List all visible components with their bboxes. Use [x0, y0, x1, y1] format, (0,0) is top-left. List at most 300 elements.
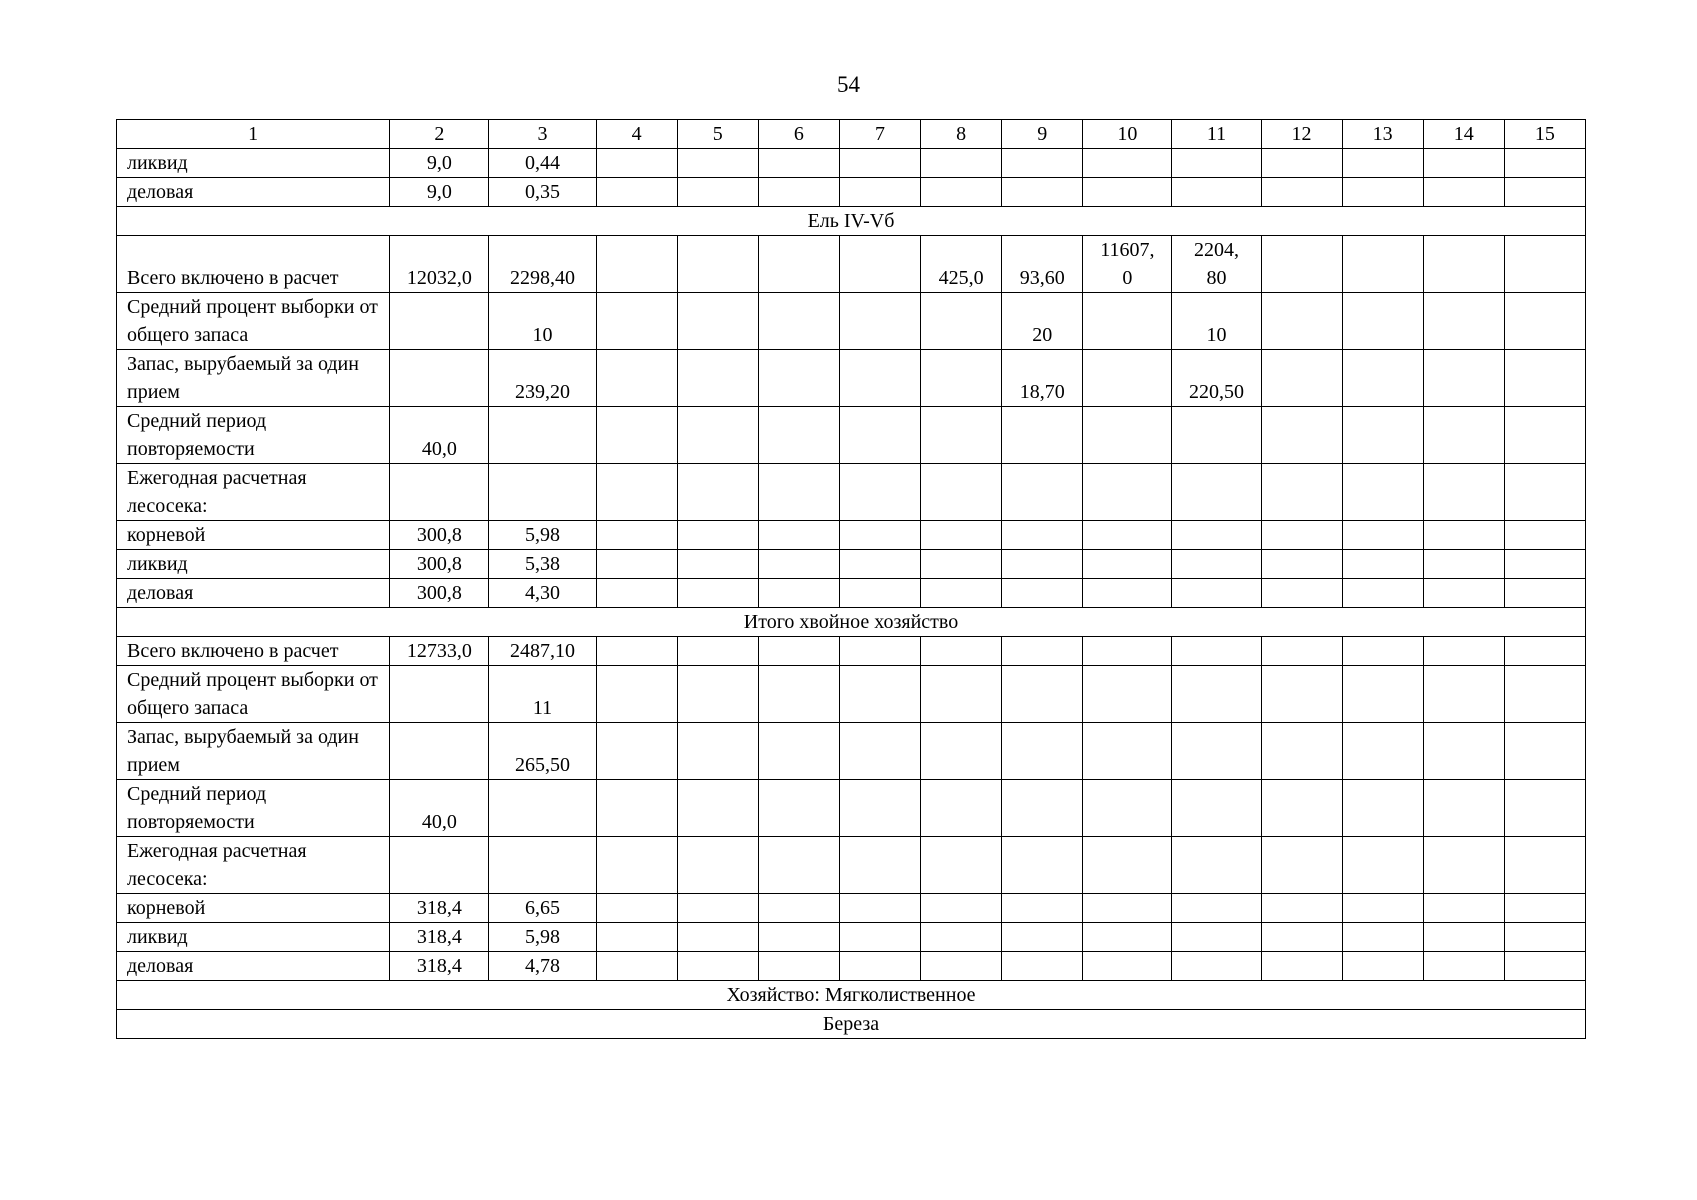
value-cell	[1342, 579, 1423, 608]
value-cell	[489, 837, 596, 894]
value-cell	[1423, 723, 1504, 780]
value-cell	[596, 236, 677, 293]
value-cell: 11	[489, 666, 596, 723]
value-cell: 10	[1172, 293, 1261, 350]
value-cell	[596, 407, 677, 464]
value-cell	[677, 837, 758, 894]
column-number-cell: 7	[839, 120, 920, 149]
value-cell	[596, 550, 677, 579]
value-cell: 5,98	[489, 923, 596, 952]
value-cell	[677, 407, 758, 464]
value-cell	[1002, 178, 1083, 207]
value-cell	[596, 579, 677, 608]
value-cell	[1504, 579, 1585, 608]
row-label-cell: Всего включено в расчет	[117, 637, 390, 666]
value-cell	[1172, 952, 1261, 981]
column-number-cell: 14	[1423, 120, 1504, 149]
value-cell	[390, 723, 489, 780]
value-cell	[1342, 407, 1423, 464]
value-cell	[1423, 350, 1504, 407]
value-cell	[1083, 350, 1172, 407]
value-cell: 40,0	[390, 407, 489, 464]
value-cell	[677, 550, 758, 579]
value-cell	[1083, 894, 1172, 923]
value-cell	[1342, 952, 1423, 981]
value-cell	[1083, 407, 1172, 464]
value-cell	[677, 521, 758, 550]
row-label-cell: Ежегодная расчетная лесосека:	[117, 837, 390, 894]
value-cell	[758, 952, 839, 981]
row-label-cell: Средний период повторяемости	[117, 407, 390, 464]
value-cell	[758, 350, 839, 407]
value-cell	[677, 923, 758, 952]
value-cell	[1172, 780, 1261, 837]
value-cell	[839, 780, 920, 837]
value-cell	[1423, 236, 1504, 293]
column-number-cell: 9	[1002, 120, 1083, 149]
value-cell	[1342, 723, 1423, 780]
row-label-cell: деловая	[117, 952, 390, 981]
value-cell	[677, 149, 758, 178]
value-cell	[1342, 923, 1423, 952]
value-cell	[1342, 236, 1423, 293]
value-cell	[1172, 178, 1261, 207]
column-number-cell: 10	[1083, 120, 1172, 149]
value-cell	[839, 723, 920, 780]
value-cell: 300,8	[390, 550, 489, 579]
value-cell	[596, 723, 677, 780]
value-cell	[489, 464, 596, 521]
value-cell	[677, 579, 758, 608]
value-cell	[677, 350, 758, 407]
value-cell: 93,60	[1002, 236, 1083, 293]
row-label-cell: ликвид	[117, 550, 390, 579]
value-cell	[758, 521, 839, 550]
value-cell	[1083, 780, 1172, 837]
value-cell	[596, 923, 677, 952]
row-label-cell: деловая	[117, 178, 390, 207]
value-cell	[1172, 723, 1261, 780]
section-heading-row	[117, 608, 1586, 637]
value-cell: 300,8	[390, 521, 489, 550]
column-number-cell: 4	[596, 120, 677, 149]
table-row	[117, 178, 1586, 207]
value-cell	[1002, 923, 1083, 952]
value-cell	[1342, 550, 1423, 579]
value-cell	[921, 666, 1002, 723]
value-cell	[921, 637, 1002, 666]
value-cell	[921, 464, 1002, 521]
table-row	[117, 780, 1586, 837]
row-label-cell: ликвид	[117, 149, 390, 178]
value-cell	[1504, 723, 1585, 780]
value-cell	[677, 666, 758, 723]
value-cell	[1342, 894, 1423, 923]
value-cell	[758, 550, 839, 579]
table-row	[117, 350, 1586, 407]
value-cell	[390, 464, 489, 521]
value-cell	[921, 579, 1002, 608]
value-cell	[921, 407, 1002, 464]
value-cell: 4,30	[489, 579, 596, 608]
value-cell	[1261, 780, 1342, 837]
value-cell	[1083, 952, 1172, 981]
value-cell	[921, 923, 1002, 952]
value-cell: 9,0	[390, 149, 489, 178]
value-cell	[596, 464, 677, 521]
value-cell	[1083, 723, 1172, 780]
value-cell: 300,8	[390, 579, 489, 608]
row-label-cell: Средний процент выборки от общего запаса	[117, 666, 390, 723]
column-number-cell: 2	[390, 120, 489, 149]
value-cell	[1423, 952, 1504, 981]
value-cell	[839, 923, 920, 952]
value-cell	[1342, 293, 1423, 350]
value-cell	[1504, 923, 1585, 952]
value-cell	[677, 293, 758, 350]
value-cell	[1002, 637, 1083, 666]
value-cell	[1504, 666, 1585, 723]
value-cell	[758, 178, 839, 207]
value-cell	[390, 293, 489, 350]
value-cell	[596, 837, 677, 894]
value-cell: 6,65	[489, 894, 596, 923]
section-heading: Ель IV-Vб	[117, 207, 1586, 236]
value-cell	[1083, 178, 1172, 207]
row-label-cell: корневой	[117, 894, 390, 923]
value-cell	[758, 149, 839, 178]
column-number-cell: 13	[1342, 120, 1423, 149]
table-row	[117, 837, 1586, 894]
value-cell	[596, 780, 677, 837]
value-cell	[1083, 923, 1172, 952]
value-cell	[1423, 579, 1504, 608]
column-number-cell: 8	[921, 120, 1002, 149]
value-cell	[1002, 780, 1083, 837]
value-cell	[1423, 837, 1504, 894]
value-cell	[839, 350, 920, 407]
value-cell	[1002, 149, 1083, 178]
value-cell	[677, 637, 758, 666]
value-cell	[1002, 723, 1083, 780]
value-cell	[390, 666, 489, 723]
value-cell	[1261, 407, 1342, 464]
value-cell	[1172, 923, 1261, 952]
value-cell	[1002, 894, 1083, 923]
section-heading-row	[117, 207, 1586, 236]
column-number-cell: 3	[489, 120, 596, 149]
column-number-row	[117, 120, 1586, 149]
value-cell	[1504, 178, 1585, 207]
value-cell: 220,50	[1172, 350, 1261, 407]
value-cell: 318,4	[390, 952, 489, 981]
value-cell	[1261, 723, 1342, 780]
value-cell	[758, 923, 839, 952]
value-cell	[758, 837, 839, 894]
value-cell	[1002, 464, 1083, 521]
row-label-cell: Средний процент выборки от общего запаса	[117, 293, 390, 350]
value-cell: 9,0	[390, 178, 489, 207]
value-cell	[1172, 149, 1261, 178]
table-row	[117, 407, 1586, 464]
value-cell	[839, 407, 920, 464]
value-cell	[1423, 178, 1504, 207]
value-cell	[1083, 149, 1172, 178]
value-cell	[1083, 666, 1172, 723]
value-cell	[1002, 407, 1083, 464]
value-cell	[1261, 178, 1342, 207]
value-cell: 265,50	[489, 723, 596, 780]
value-cell	[1261, 894, 1342, 923]
value-cell	[1504, 637, 1585, 666]
value-cell	[758, 293, 839, 350]
value-cell	[596, 894, 677, 923]
value-cell	[1172, 521, 1261, 550]
value-cell	[758, 894, 839, 923]
value-cell: 318,4	[390, 923, 489, 952]
value-cell	[1504, 149, 1585, 178]
value-cell: 5,98	[489, 521, 596, 550]
table-row	[117, 236, 1586, 293]
value-cell	[839, 550, 920, 579]
value-cell	[1083, 521, 1172, 550]
value-cell	[1423, 293, 1504, 350]
value-cell	[921, 178, 1002, 207]
table-body	[117, 120, 1586, 1039]
row-label-cell: ликвид	[117, 923, 390, 952]
value-cell	[1261, 350, 1342, 407]
value-cell	[677, 178, 758, 207]
value-cell: 2298,40	[489, 236, 596, 293]
value-cell	[839, 178, 920, 207]
value-cell: 425,0	[921, 236, 1002, 293]
value-cell	[1342, 637, 1423, 666]
value-cell	[839, 666, 920, 723]
table-row	[117, 723, 1586, 780]
value-cell	[921, 550, 1002, 579]
value-cell	[1261, 464, 1342, 521]
value-cell	[489, 780, 596, 837]
value-cell	[1261, 952, 1342, 981]
value-cell	[758, 464, 839, 521]
column-number-cell: 12	[1261, 120, 1342, 149]
value-cell	[1172, 894, 1261, 923]
value-cell	[1342, 149, 1423, 178]
value-cell	[758, 637, 839, 666]
value-cell	[758, 666, 839, 723]
table-row	[117, 579, 1586, 608]
section-heading-row	[117, 981, 1586, 1010]
value-cell	[1342, 666, 1423, 723]
row-label-cell: Средний период повторяемости	[117, 780, 390, 837]
value-cell	[1342, 837, 1423, 894]
value-cell: 2487,10	[489, 637, 596, 666]
value-cell	[1504, 780, 1585, 837]
value-cell	[921, 837, 1002, 894]
value-cell	[1002, 550, 1083, 579]
value-cell	[596, 178, 677, 207]
value-cell: 5,38	[489, 550, 596, 579]
column-number-cell: 11	[1172, 120, 1261, 149]
value-cell	[839, 236, 920, 293]
column-number-cell: 5	[677, 120, 758, 149]
table-row	[117, 894, 1586, 923]
value-cell	[1083, 579, 1172, 608]
value-cell	[1002, 837, 1083, 894]
value-cell	[1342, 521, 1423, 550]
table-row	[117, 923, 1586, 952]
value-cell	[758, 407, 839, 464]
value-cell	[1261, 579, 1342, 608]
value-cell	[1423, 521, 1504, 550]
value-cell	[1342, 350, 1423, 407]
value-cell: 2204, 80	[1172, 236, 1261, 293]
value-cell	[1504, 837, 1585, 894]
section-heading-row	[117, 1010, 1586, 1039]
value-cell	[677, 236, 758, 293]
value-cell	[489, 407, 596, 464]
table-row	[117, 550, 1586, 579]
value-cell	[1172, 464, 1261, 521]
value-cell	[1504, 952, 1585, 981]
column-number-cell: 15	[1504, 120, 1585, 149]
value-cell	[921, 894, 1002, 923]
value-cell	[390, 837, 489, 894]
value-cell	[1002, 666, 1083, 723]
value-cell	[1504, 407, 1585, 464]
value-cell	[839, 521, 920, 550]
value-cell	[596, 293, 677, 350]
column-number-cell: 1	[117, 120, 390, 149]
value-cell	[921, 723, 1002, 780]
value-cell	[839, 149, 920, 178]
value-cell	[1261, 521, 1342, 550]
value-cell	[1504, 293, 1585, 350]
value-cell	[1504, 550, 1585, 579]
row-label-cell: деловая	[117, 579, 390, 608]
table-row	[117, 149, 1586, 178]
value-cell	[839, 894, 920, 923]
value-cell	[1083, 293, 1172, 350]
value-cell	[1083, 837, 1172, 894]
value-cell	[1504, 236, 1585, 293]
value-cell	[1172, 837, 1261, 894]
value-cell	[1083, 637, 1172, 666]
value-cell	[677, 464, 758, 521]
forest-calculation-table	[116, 119, 1586, 1039]
value-cell	[839, 293, 920, 350]
section-heading: Береза	[117, 1010, 1586, 1039]
value-cell	[1172, 666, 1261, 723]
value-cell	[1423, 923, 1504, 952]
value-cell: 318,4	[390, 894, 489, 923]
value-cell	[921, 521, 1002, 550]
value-cell	[839, 837, 920, 894]
value-cell	[1342, 178, 1423, 207]
value-cell	[839, 637, 920, 666]
value-cell	[677, 952, 758, 981]
value-cell: 0,35	[489, 178, 596, 207]
value-cell: 239,20	[489, 350, 596, 407]
value-cell	[1261, 236, 1342, 293]
value-cell	[1423, 780, 1504, 837]
value-cell	[1172, 407, 1261, 464]
value-cell	[1423, 894, 1504, 923]
row-label-cell: Запас, вырубаемый за один прием	[117, 723, 390, 780]
table-row	[117, 637, 1586, 666]
value-cell	[839, 952, 920, 981]
value-cell	[596, 666, 677, 723]
column-number-cell: 6	[758, 120, 839, 149]
value-cell: 4,78	[489, 952, 596, 981]
value-cell: 11607, 0	[1083, 236, 1172, 293]
value-cell	[1504, 350, 1585, 407]
value-cell	[758, 780, 839, 837]
value-cell	[921, 293, 1002, 350]
value-cell	[390, 350, 489, 407]
value-cell	[921, 350, 1002, 407]
value-cell	[677, 894, 758, 923]
value-cell	[1261, 637, 1342, 666]
value-cell: 12032,0	[390, 236, 489, 293]
value-cell	[1423, 464, 1504, 521]
value-cell	[1261, 149, 1342, 178]
value-cell	[839, 579, 920, 608]
table-row	[117, 666, 1586, 723]
value-cell	[596, 350, 677, 407]
value-cell	[1002, 952, 1083, 981]
value-cell	[1504, 521, 1585, 550]
value-cell	[1342, 464, 1423, 521]
row-label-cell: Запас, вырубаемый за один прием	[117, 350, 390, 407]
value-cell	[1261, 837, 1342, 894]
value-cell	[596, 952, 677, 981]
value-cell	[758, 579, 839, 608]
value-cell	[1083, 550, 1172, 579]
value-cell	[758, 236, 839, 293]
value-cell	[1423, 637, 1504, 666]
value-cell	[596, 149, 677, 178]
table-row	[117, 952, 1586, 981]
value-cell	[758, 723, 839, 780]
section-heading: Хозяйство: Мягколиственное	[117, 981, 1586, 1010]
value-cell	[1423, 407, 1504, 464]
value-cell	[1423, 550, 1504, 579]
value-cell: 10	[489, 293, 596, 350]
value-cell	[921, 780, 1002, 837]
row-label-cell: корневой	[117, 521, 390, 550]
value-cell	[596, 637, 677, 666]
value-cell	[1172, 637, 1261, 666]
value-cell	[596, 521, 677, 550]
section-heading: Итого хвойное хозяйство	[117, 608, 1586, 637]
value-cell	[1504, 894, 1585, 923]
value-cell	[1342, 780, 1423, 837]
value-cell	[1423, 149, 1504, 178]
value-cell	[1261, 923, 1342, 952]
value-cell: 20	[1002, 293, 1083, 350]
row-label-cell: Ежегодная расчетная лесосека:	[117, 464, 390, 521]
table-row	[117, 521, 1586, 550]
value-cell	[1261, 550, 1342, 579]
value-cell	[1083, 464, 1172, 521]
value-cell	[1261, 293, 1342, 350]
value-cell: 0,44	[489, 149, 596, 178]
value-cell	[1002, 521, 1083, 550]
value-cell	[677, 780, 758, 837]
value-cell	[1423, 666, 1504, 723]
value-cell	[921, 149, 1002, 178]
